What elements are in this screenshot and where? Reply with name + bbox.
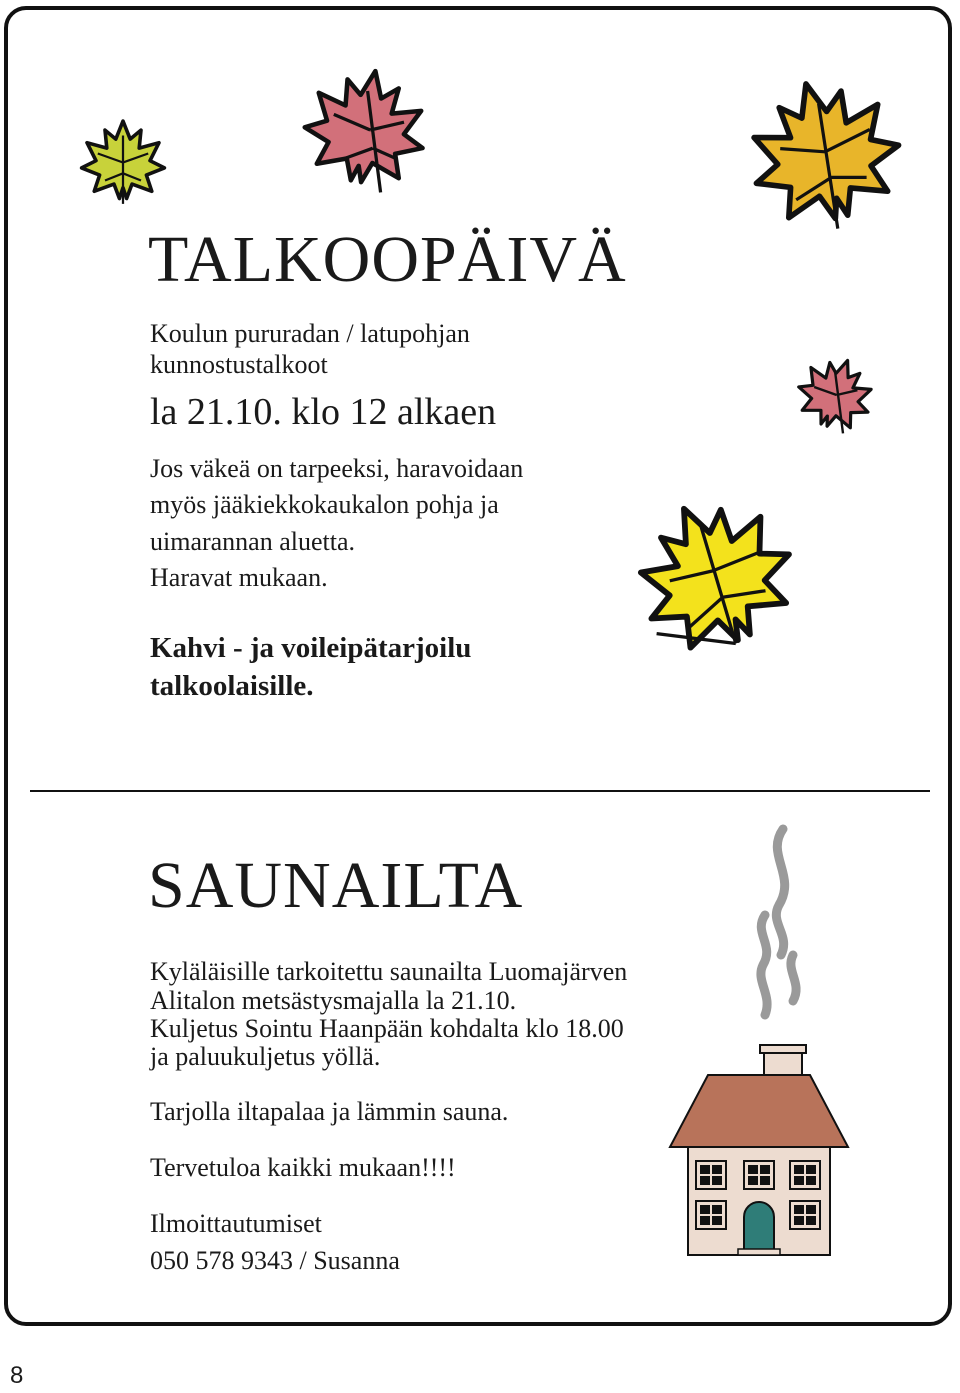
sauna-title: SAUNAILTA — [148, 849, 524, 922]
sauna-line3: Kuljetus Sointu Haanpään kohdalta klo 18.00 — [150, 1014, 624, 1043]
sauna-welcome: Tervetuloa kaikki mukaan!!!! — [150, 1153, 456, 1182]
page-number: 8 — [10, 1362, 24, 1389]
talkoo-title: TALKOOPÄIVÄ — [148, 223, 627, 296]
sauna-offer: Tarjolla iltapalaa ja lämmin sauna. — [150, 1097, 509, 1126]
talkoo-body-line4: Haravat mukaan. — [150, 563, 328, 592]
maple-leaf-icon — [632, 495, 800, 660]
sauna-signup-contact: 050 578 9343 / Susanna — [150, 1246, 400, 1275]
talkoo-date: la 21.10. klo 12 alkaen — [150, 391, 497, 433]
talkoo-body-line2: myös jääkiekkokaukalon pohja ja — [150, 490, 499, 519]
house-icon — [668, 1045, 850, 1260]
maple-leaf-icon — [745, 70, 905, 240]
smoke-icon — [745, 825, 815, 1025]
talkoo-body-line1: Jos väkeä on tarpeeksi, haravoidaan — [150, 454, 524, 483]
sauna-line2: Alitalon metsästysmajalla la 21.10. — [150, 986, 517, 1015]
talkoo-offer-line2: talkoolaisille. — [150, 670, 314, 702]
sauna-line4: ja paluukuljetus yöllä. — [150, 1042, 381, 1071]
talkoo-offer-line1: Kahvi - ja voileipätarjoilu — [150, 632, 472, 664]
maple-leaf-icon — [795, 355, 875, 435]
talkoo-subtitle-line1: Koulun pururadan / latupohjan — [150, 319, 470, 348]
maple-leaf-icon — [78, 115, 168, 210]
talkoo-body-line3: uimarannan aluetta. — [150, 527, 356, 556]
maple-leaf-icon — [300, 65, 430, 195]
sauna-signup-label: Ilmoittautumiset — [150, 1209, 322, 1238]
sauna-line1: Kyläläisille tarkoitettu saunailta Luomajärven — [150, 957, 628, 986]
section-divider — [30, 790, 930, 792]
talkoo-subtitle-line2: kunnostustalkoot — [150, 350, 328, 379]
